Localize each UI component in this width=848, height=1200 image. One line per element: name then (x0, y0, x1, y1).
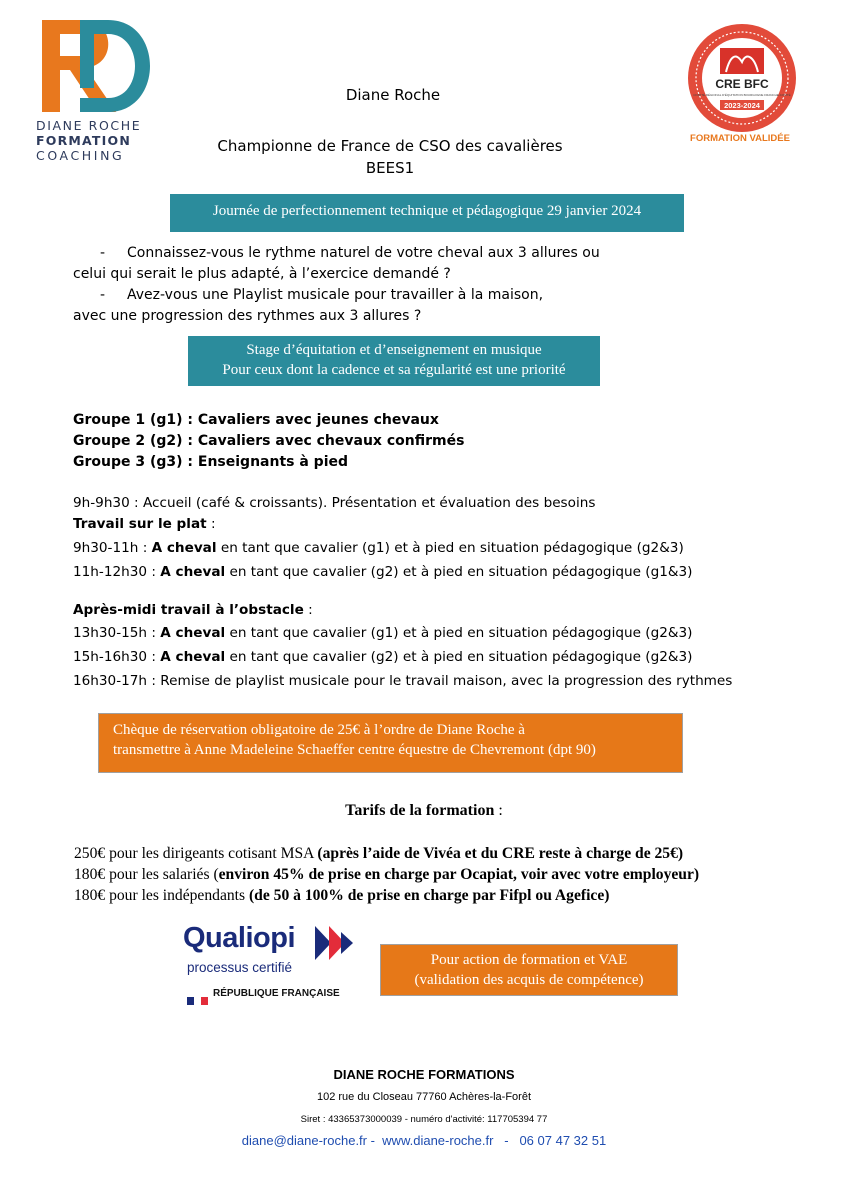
author-title-line-1: Championne de France de CSO des cavalières (217, 137, 563, 155)
seal-main-text: CRE BFC (715, 77, 769, 91)
stage-banner-line-1: Stage d’équitation et d’enseignement en musique (246, 342, 542, 358)
tarif-bold: (après l’aide de Vivéa et du CRE reste à charge de 25€) (317, 845, 684, 862)
qualiopi-arrows-icon (315, 926, 359, 960)
tarif-bold: environ 45% de prise en charge par Ocapiat, voir avec votre employeur) (218, 866, 700, 883)
tarifs-colon: : (494, 802, 503, 819)
schedule-desc: en tant que cavalier (g2) et à pied en situation pédagogique (g1&3) (225, 564, 693, 580)
seal-caption: FORMATION VALIDÉE (690, 133, 790, 144)
footer-contact (0, 1133, 848, 1148)
cre-bfc-seal (686, 22, 798, 134)
logo-line-3: COACHING (36, 148, 125, 163)
schedule-mode: A cheval (160, 649, 226, 665)
flat-colon: : (206, 516, 216, 532)
question-2-line-1: Avez-vous une Playlist musicale pour travailler à la maison, (127, 287, 544, 303)
french-flag-icon (187, 990, 209, 998)
schedule-mode: A cheval (160, 625, 226, 641)
reservation-line-2: transmettre à Anne Madeleine Schaeffer centre équestre de Chevremont (dpt 90) (113, 742, 596, 758)
seal-small-text: COMITÉ RÉGIONAL D'ÉQUITATION BOURGOGNE FRANCHE-COMTÉ (693, 93, 791, 97)
bullet-dash: - (100, 287, 106, 303)
tarif-bold: (de 50 à 100% de prise en charge par Fifpl ou Agefice) (248, 887, 610, 904)
qualiopi-sub: processus certifié (187, 960, 293, 975)
logo-line-2: FORMATION (36, 133, 131, 148)
vae-line-1: Pour action de formation et VAE (430, 952, 628, 968)
author-title (120, 135, 660, 179)
republic-label: RÉPUBLIQUE FRANÇAISE (213, 988, 340, 999)
schedule-desc: en tant que cavalier (g1) et à pied en situation pédagogique (g2&3) (225, 625, 693, 641)
jump-heading (73, 600, 813, 621)
schedule-mode: A cheval (160, 564, 226, 580)
stage-banner (188, 336, 600, 386)
schedule-time: 15h-16h30 : (73, 649, 161, 665)
seal-icon (686, 22, 798, 134)
schedule-closing: 16h30-17h : Remise de playlist musicale pour le travail maison, avec la progression des rythmes (73, 673, 733, 689)
bullet-dash: - (100, 245, 106, 261)
question-2 (73, 285, 793, 306)
tarif-plain: 180€ pour les indépendants (74, 887, 249, 904)
questions-block (73, 243, 793, 327)
footer-company: DIANE ROCHE FORMATIONS (333, 1067, 515, 1082)
tarifs-list (74, 843, 834, 906)
group-item: Groupe 3 (g3) : Enseignants à pied (73, 454, 349, 470)
question-1 (73, 243, 793, 264)
email-link[interactable]: diane@diane-roche.fr (241, 1133, 367, 1148)
footer-separator: - (367, 1133, 383, 1148)
schedule-time: 11h-12h30 : (73, 564, 161, 580)
question-1-line-1: Connaissez-vous le rythme naturel de votre cheval aux 3 allures ou (127, 245, 600, 261)
vae-box (380, 944, 678, 996)
tarif-plain: 250€ pour les dirigeants cotisant MSA (74, 845, 318, 862)
author-name: Diane Roche (345, 86, 441, 104)
schedule-row (73, 623, 813, 644)
footer-address: 102 rue du Closeau 77760 Achères-la-Forêt (316, 1091, 532, 1103)
phone-number[interactable]: 06 07 47 32 51 (519, 1133, 607, 1148)
schedule-mode: A cheval (151, 540, 217, 556)
vae-line-2: (validation des acquis de compétence) (414, 972, 644, 988)
qualiopi-logo (183, 922, 363, 1002)
author-title-line-2: BEES1 (365, 159, 415, 177)
question-2-line-2: avec une progression des rythmes aux 3 allures ? (73, 308, 422, 324)
schedule-row (73, 538, 813, 559)
reservation-box (98, 713, 683, 773)
group-item: Groupe 2 (g2) : Cavaliers avec chevaux confirmés (73, 433, 465, 449)
jump-title: Après-midi travail à l’obstacle (73, 602, 304, 618)
flat-title: Travail sur le plat (73, 516, 207, 532)
website-link[interactable]: www.diane-roche.fr (382, 1133, 494, 1148)
schedule-desc: en tant que cavalier (g1) et à pied en situation pédagogique (g2&3) (216, 540, 684, 556)
tarif-row (74, 843, 834, 864)
tarifs-title: Tarifs de la formation (345, 802, 495, 819)
schedule-row (73, 647, 813, 668)
schedule-desc: en tant que cavalier (g2) et à pied en situation pédagogique (g2&3) (225, 649, 693, 665)
tarifs-heading (0, 802, 848, 820)
reservation-line-1: Chèque de réservation obligatoire de 25€ à l’ordre de Diane Roche à (113, 722, 525, 738)
qualiopi-brand: Qualiopi (183, 922, 295, 954)
jump-colon: : (303, 602, 313, 618)
tarif-plain: 180€ pour les salariés ( (74, 866, 219, 883)
schedule-time: 13h30-15h : (73, 625, 161, 641)
footer-siret: Siret : 43365373000039 - numéro d'activité: 117705394 77 (300, 1114, 548, 1125)
tarif-row (74, 885, 834, 906)
question-1-line-2: celui qui serait le plus adapté, à l’exercice demandé ? (73, 266, 451, 282)
seal-years: 2023-2024 (724, 101, 760, 110)
schedule-welcome: 9h-9h30 : Accueil (café & croissants). Présentation et évaluation des besoins (73, 495, 596, 511)
schedule (73, 493, 813, 692)
schedule-time: 9h30-11h : (73, 540, 152, 556)
schedule-row (73, 562, 813, 583)
flat-heading (73, 514, 813, 535)
group-item: Groupe 1 (g1) : Cavaliers avec jeunes chevaux (73, 412, 439, 428)
logo-line-1: DIANE ROCHE (36, 118, 142, 133)
event-banner: Journée de perfectionnement technique et pédagogique 29 janvier 2024 (170, 194, 684, 232)
stage-banner-line-2: Pour ceux dont la cadence et sa régularité est une priorité (222, 362, 566, 378)
footer-separator: - (493, 1133, 520, 1148)
tarif-row (74, 864, 834, 885)
groups-list (73, 410, 793, 473)
